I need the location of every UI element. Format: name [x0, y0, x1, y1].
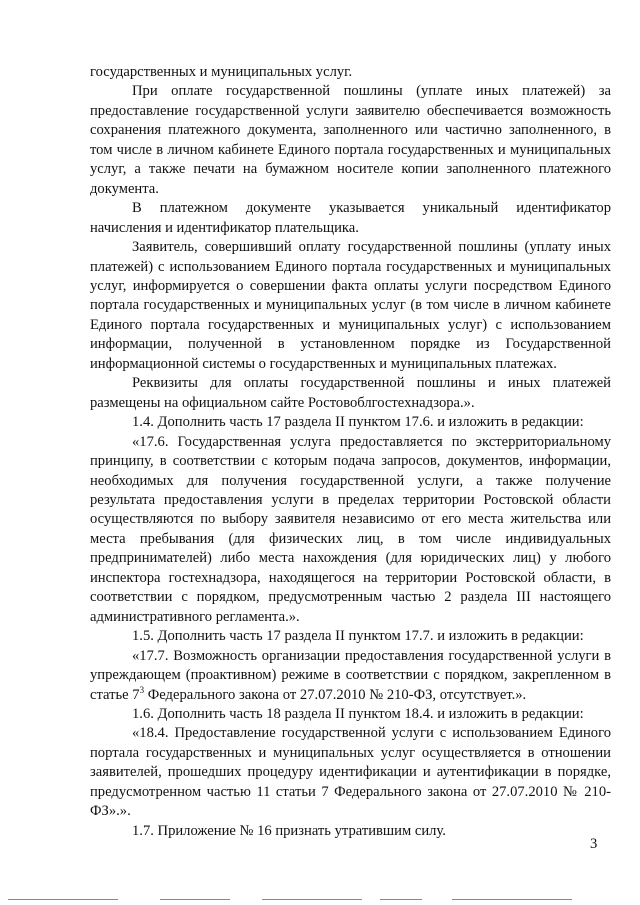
scan-edge-line	[262, 899, 362, 900]
article-superscript: 3	[139, 684, 145, 695]
paragraph-clause-17-7	[90, 647, 611, 705]
paragraph-clause-17-6: «17.6. Государственная услуга предоставляется по экстерриториальному принципу, в соответствии с которым подача запросов, документов, информации, необходимых для получения государственной услуги, а также получение результата предоставления услуги в пределах территории Ростовской области осуществляются по выбору заявителя независимо от его места жительства или места пребывания (для физических лиц, в том числе индивидуальных предпринимателей) либо места нахождения (для юридических лиц) у любого инспектора гостехнадзора, находящегося на территории Ростовской области, в соответствии с порядком, предусмотренным частью 2 раздела III настоящего административного регламента.».	[90, 433, 611, 625]
paragraph-amendment-1-5: 1.5. Дополнить часть 17 раздела II пунктом 17.7. и изложить в редакции:	[132, 628, 584, 645]
scan-edge-line	[160, 899, 230, 900]
paragraph-requisites: Реквизиты для оплаты государственной пошлины и иных платежей размещены на официальном сайте Ростовоблгостехнадзора.».	[90, 375, 611, 411]
document-body	[90, 63, 611, 841]
paragraph-identifiers: В платежном документе указывается уникальный идентификатор начисления и идентификатор плательщика.	[90, 200, 611, 236]
clause-17-7-text-after: Федерального закона от 27.07.2010 № 210-ФЗ, отсутствует.».	[144, 686, 527, 703]
scan-edge-line	[452, 899, 572, 900]
paragraph-payment-document: При оплате государственной пошлины (уплате иных платежей) за предоставление государственной услуги заявителю обеспечивается возможность сохранения платежного документа, заполненного или частично заполненного, в том числе в личном кабинете Единого портала государственных и муниципальных услуг, а также печати на бумажном носителе копии заполненного платежного документа.	[90, 83, 611, 197]
paragraph-clause-18-4: «18.4. Предоставление государственной услуги с использованием Единого портала государственных и муниципальных услуг осуществляется в отношении заявителей, прошедших процедуру идентификации и аутентификации в порядке, предусмотренном частью 11 статьи 7 Федерального закона от 27.07.2010 № 210-ФЗ».».	[90, 725, 611, 820]
scan-edge-line	[380, 899, 422, 900]
paragraph-payment-notice: Заявитель, совершивший оплату государственной пошлины (уплату иных платежей) с использованием Единого портала государственных и муниципальных услуг, информируется о совершении факта оплаты услуги посредством Единого портала государственных и муниципальных услуг (в том числе в личном кабинете Единого портала государственных и муниципальных услуг) с использованием информации, полученной в установленном порядке из Государственной информационной системы о государственных и муниципальных платежах.	[90, 239, 611, 372]
paragraph-continuation: государственных и муниципальных услуг.	[90, 64, 353, 80]
page-number: 3	[590, 836, 598, 852]
clause-17-7-text: «17.7. Возможность организации предоставления государственной услуги в упреждающем (проактивном) режиме в соответствии с порядком, закрепленном в статье 7	[90, 647, 611, 703]
scan-edge-line	[8, 899, 118, 900]
paragraph-amendment-1-7: 1.7. Приложение № 16 признать утратившим силу.	[132, 822, 446, 839]
paragraph-amendment-1-6: 1.6. Дополнить часть 18 раздела II пунктом 18.4. и изложить в редакции:	[132, 705, 584, 722]
paragraph-amendment-1-4: 1.4. Дополнить часть 17 раздела II пунктом 17.6. и изложить в редакции:	[132, 414, 584, 431]
